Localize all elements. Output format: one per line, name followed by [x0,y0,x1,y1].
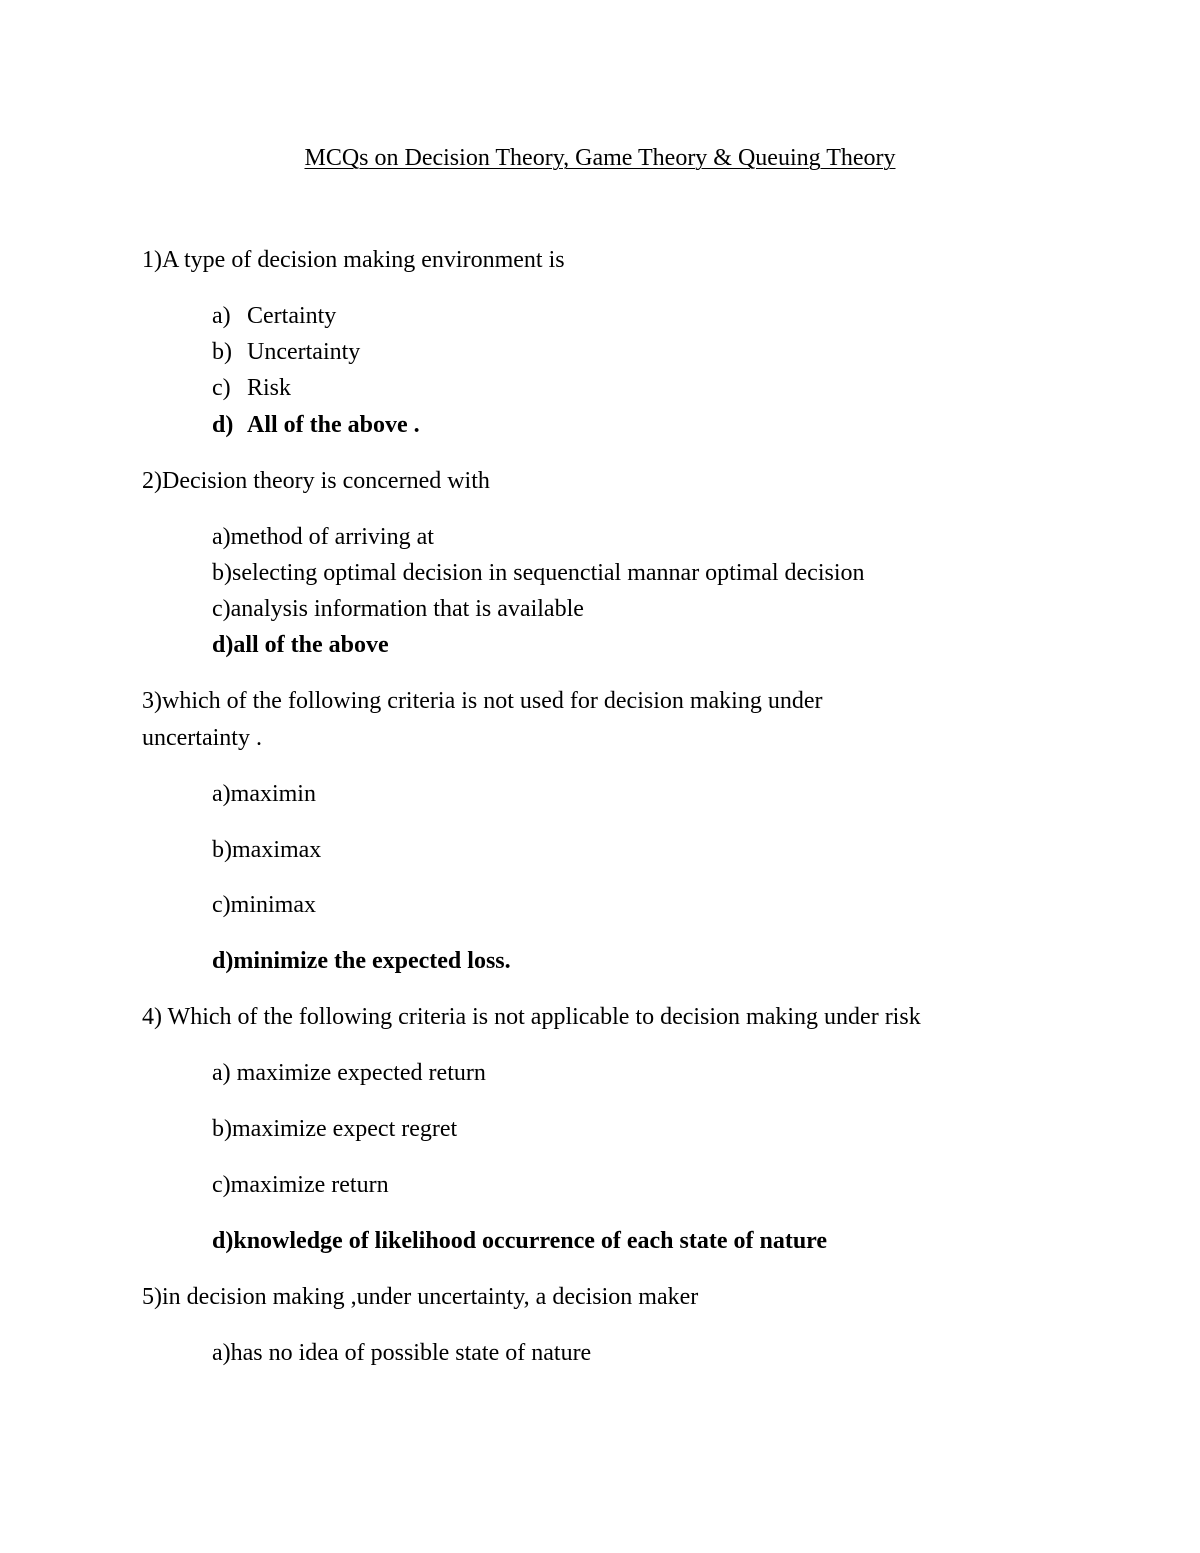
question-2-option-d-answer: d)all of the above [212,632,389,658]
question-4-text: 4) Which of the following criteria is not applicable to decision making under risk [142,1004,921,1030]
question-1-option-c [212,376,291,400]
question-4-option-d-answer: d)knowledge of likelihood occurrence of each state of nature [212,1228,828,1254]
question-2-option-b: b)selecting optimal decision in sequenctial mannar optimal decision [212,560,865,586]
option-marker: d) [212,412,234,438]
question-1-option-b [212,340,360,364]
question-3-option-d-answer: d)minimize the expected loss. [212,948,511,974]
question-2-option-c: c)analysis information that is available [212,596,584,622]
question-2-option-a: a)method of arriving at [212,524,434,550]
question-5-text: 5)in decision making ,under uncertainty, a decision maker [142,1284,699,1310]
option-marker: b) [212,339,232,365]
question-3-text-line-2: uncertainty . [142,725,262,751]
question-3-option-b: b)maximax [212,837,322,863]
question-3-option-a: a)maximin [212,781,316,807]
question-3-option-c: c)minimax [212,892,316,918]
option-text: Certainty [247,303,337,329]
option-text: Risk [247,375,292,401]
option-text: All of the above . [247,412,420,438]
option-text: Uncertainty [247,339,361,365]
question-4-option-a: a) maximize expected return [212,1060,486,1086]
question-4-option-c: c)maximize return [212,1172,389,1198]
option-marker: a) [212,303,231,329]
question-1-option-a [212,304,336,328]
document-title: MCQs on Decision Theory, Game Theory & Queuing Theory [304,145,896,171]
question-1-text: 1)A type of decision making environment is [142,247,565,273]
question-3-text-line-1: 3)which of the following criteria is not used for decision making under [142,688,823,714]
option-marker: c) [212,375,231,401]
question-4-option-b: b)maximize expect regret [212,1116,458,1142]
question-1-option-d-answer [212,413,420,437]
question-2-text: 2)Decision theory is concerned with [142,468,490,494]
question-5-option-a: a)has no idea of possible state of nature [212,1340,592,1366]
